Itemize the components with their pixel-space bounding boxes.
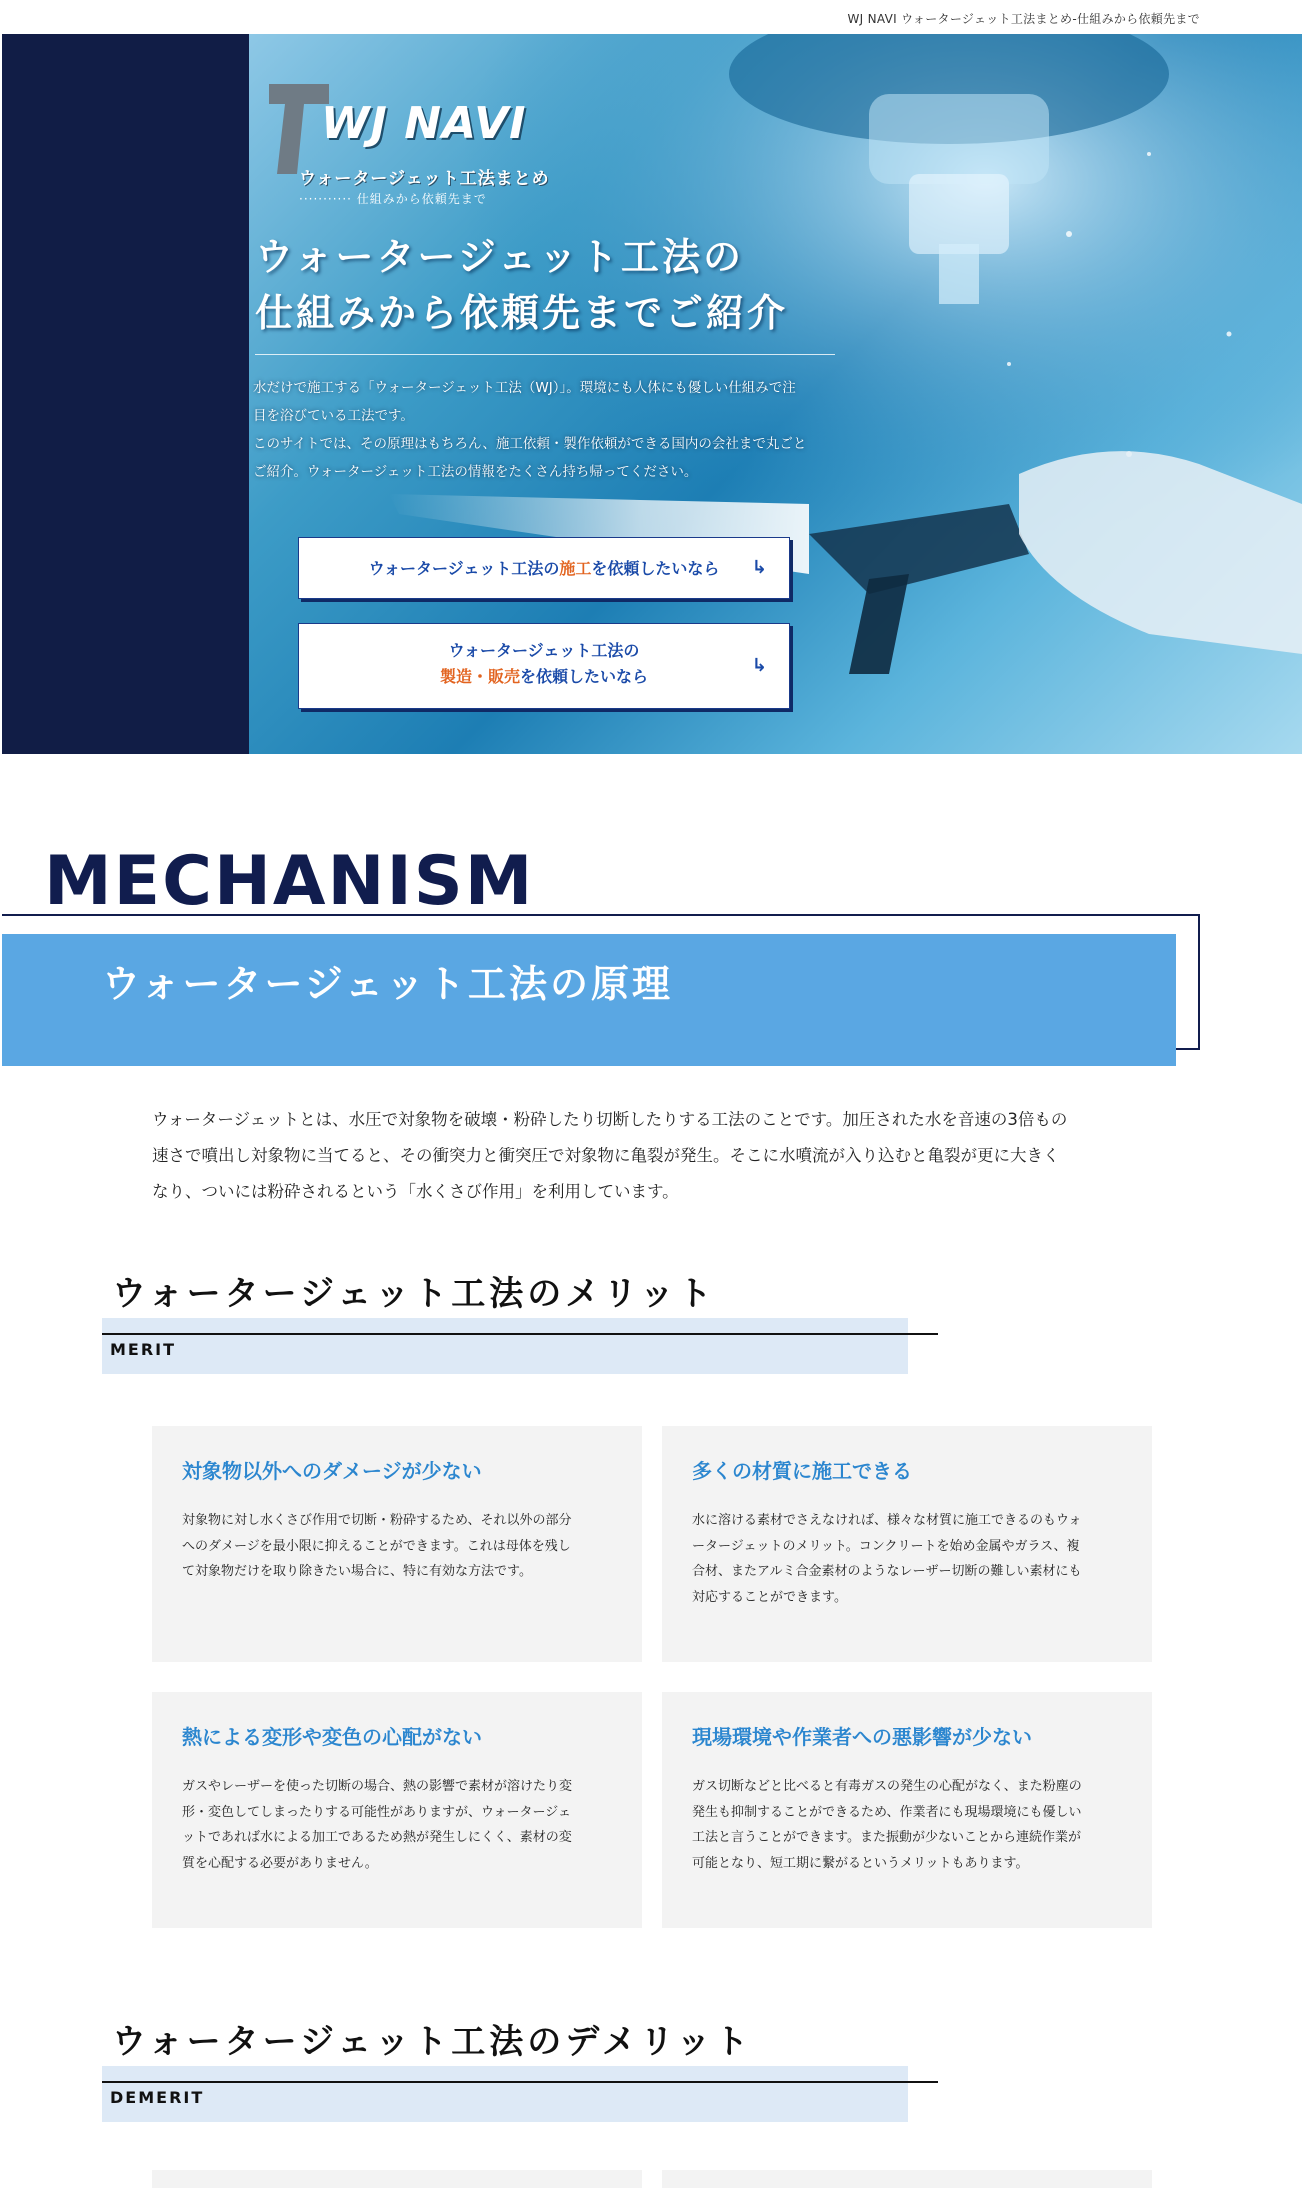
merit-card — [662, 1692, 1152, 1928]
card-line: 発生も抑制することができるため、作業者にも現場環境にも優しい — [692, 1804, 1082, 1820]
merit-label-band — [102, 1318, 908, 1374]
site-tagline: WJ NAVI ウォータージェット工法まとめ-仕組みから依頼先まで — [847, 12, 1200, 26]
merit-card-title: 対象物以外へのダメージが少ない — [182, 1459, 482, 1483]
merit-card-body — [692, 1774, 1132, 1876]
merit-label: MERIT — [110, 1340, 177, 1359]
arrow-down-right-icon: ↳ — [751, 557, 767, 578]
arrow-down-right-icon: ↳ — [751, 655, 767, 676]
intro-line: ウォータージェットとは、水圧で対象物を破壊・粉砕したり切断したりする工法のことです。加圧された水を音速の3倍もの — [152, 1110, 1068, 1129]
demerit-label: DEMERIT — [110, 2088, 205, 2107]
demerit-card — [662, 2170, 1152, 2188]
merit-card-title: 多くの材質に施工できる — [692, 1459, 912, 1483]
mechanism-intro — [152, 1102, 1162, 1210]
mechanism-band — [2, 934, 1176, 1066]
card-line: へのダメージを最小限に抑えることができます。これは母体を残し — [182, 1538, 571, 1554]
demerit-label-band — [102, 2066, 908, 2122]
construction-request-button[interactable] — [298, 537, 790, 599]
merit-card-body — [182, 1508, 622, 1585]
card-line: ータージェットのメリット。コンクリートを始め金属やガラス、複 — [692, 1538, 1080, 1554]
hero-image — [249, 34, 1302, 754]
button-label: ウォータージェット工法の — [368, 559, 560, 578]
card-line: 合材、またアルミ合金素材のようなレーザー切断の難しい素材にも — [692, 1564, 1082, 1579]
hero-section — [2, 34, 1302, 754]
card-line: 工法と言うことができます。また振動が少ないことから連続作業が — [692, 1830, 1081, 1845]
card-line: 対象物に対し水くさび作用で切断・粉砕するため、それ以外の部分 — [182, 1513, 572, 1528]
hero-desc-line: 水だけで施工する「ウォータージェット工法（WJ）」。環境にも人体にも優しい仕組みで注 — [253, 380, 796, 396]
logo-name: WJ NAVI — [321, 98, 527, 149]
card-line: ガスやレーザーを使った切断の場合、熱の影響で素材が溶けたり変 — [182, 1779, 573, 1794]
top-bar — [0, 0, 1304, 34]
demerit-rule — [102, 2081, 938, 2083]
card-line: ガス切断などと比べると有毒ガスの発生の心配がなく、また粉塵の — [692, 1779, 1082, 1794]
card-line: ットであれば水による加工であるため熱が発生しにくく、素材の変 — [182, 1830, 572, 1845]
hero-desc-line: ご紹介。ウォータージェット工法の情報をたくさん持ち帰ってください。 — [253, 464, 698, 480]
card-line: 質を心配する必要がありません。 — [182, 1855, 378, 1871]
card-line: 形・変色してしまったりする可能性がありますが、ウォータージェ — [182, 1804, 571, 1820]
button-label: ウォータージェット工法の — [448, 641, 640, 660]
button-label-accent: 施工 — [559, 559, 592, 578]
mechanism-title: MECHANISM — [44, 842, 535, 921]
intro-line: なり、ついには粉砕されるという「水くさび作用」を利用しています。 — [152, 1182, 679, 1201]
logo-tagline: ··········· 仕組みから依頼先まで — [299, 192, 487, 206]
merit-card-title: 現場環境や作業者への悪影響が少ない — [692, 1725, 1032, 1749]
merit-card-title: 熱による変形や変色の心配がない — [182, 1725, 482, 1749]
hero-description — [253, 374, 853, 486]
manufacturing-request-button[interactable] — [298, 623, 790, 709]
demerit-card — [152, 2170, 642, 2188]
card-line: 可能となり、短工期に繋がるというメリットもあります。 — [692, 1855, 1029, 1871]
button-label: を依頼したいなら — [591, 559, 720, 578]
card-line: て対象物だけを取り除きたい場合に、特に有効な方法です。 — [182, 1564, 532, 1579]
button-label: を依頼したいなら — [520, 667, 649, 686]
hero-divider — [255, 354, 835, 355]
hero-title-line2: 仕組みから依頼先までご紹介 — [255, 291, 789, 335]
intro-line: 速さで噴出し対象物に当てると、その衝突力と衝突圧で対象物に亀裂が発生。そこに水噴流が入り込むと亀裂が更に大きく — [152, 1146, 1060, 1165]
button-label-accent: 製造・販売 — [439, 667, 520, 686]
merit-card — [152, 1692, 642, 1928]
site-logo[interactable] — [259, 54, 589, 204]
card-line: 水に溶ける素材でさえなければ、様々な材質に施工できるのもウォ — [692, 1513, 1082, 1528]
hero-desc-line: 目を浴びている工法です。 — [253, 408, 414, 424]
card-line: 対応することができます。 — [692, 1589, 847, 1605]
hero-title-line1: ウォータージェット工法の — [255, 235, 744, 279]
hero-navy-panel — [2, 34, 249, 754]
merit-card-body — [182, 1774, 622, 1876]
mechanism-heading: ウォータージェット工法の原理 — [102, 962, 673, 1006]
merit-card — [662, 1426, 1152, 1662]
hero-desc-line: このサイトでは、その原理はもちろん、施工依頼・製作依頼ができる国内の会社まで丸ごと — [253, 436, 807, 452]
logo-subtitle: ウォータージェット工法まとめ — [299, 169, 550, 189]
merit-rule — [102, 1333, 938, 1335]
merit-card — [152, 1426, 642, 1662]
demerit-heading: ウォータージェット工法のデメリット — [112, 2022, 753, 2062]
hero-title — [255, 229, 788, 341]
merit-card-body — [692, 1508, 1132, 1610]
merit-heading: ウォータージェット工法のメリット — [112, 1274, 716, 1314]
